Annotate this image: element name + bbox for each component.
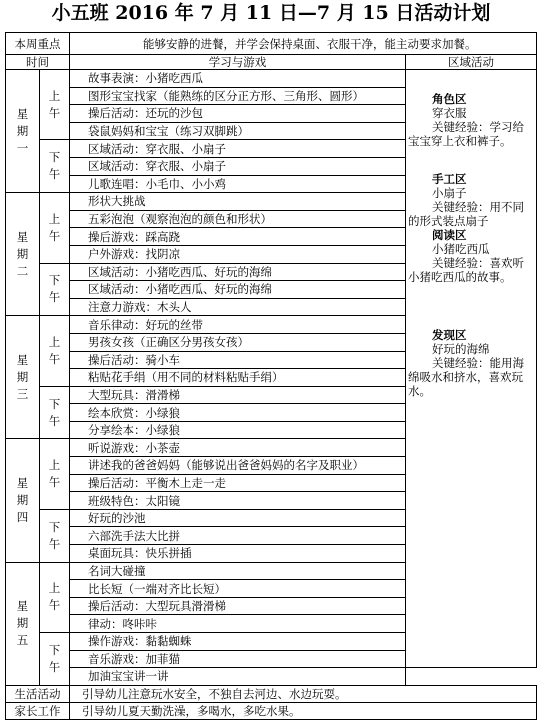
- half-day-char: 午: [48, 598, 61, 613]
- area-item: 小猪吃西瓜: [432, 242, 490, 256]
- area-title: 阅读区: [432, 228, 467, 242]
- area-item: 好玩的海绵: [432, 342, 490, 356]
- activity-item: 区域活动：小猪吃西瓜、好玩的海绵: [70, 263, 406, 281]
- activity-item: 绘本欣赏：小绿狼: [70, 404, 406, 422]
- activity-item: 律动：咚咔咔: [70, 615, 406, 633]
- activity-row: [6, 668, 537, 686]
- day-label-char: 期: [16, 246, 29, 261]
- area-item: 小扇子: [432, 186, 467, 200]
- activity-item: 区域活动：穿衣服、小扇子: [70, 140, 406, 158]
- life-label: 生活活动: [6, 685, 70, 702]
- day-label: [6, 316, 40, 439]
- life-text: 引导幼儿注意玩水安全，不独自去河边、水边玩耍。: [70, 685, 537, 702]
- day-label-char: 星: [16, 476, 29, 491]
- half-day-char: 下: [48, 519, 61, 534]
- day-label-char: 三: [16, 386, 29, 401]
- half-day-char: 午: [48, 105, 61, 120]
- area-experience: 关键经验：用不同的形式装点扇子: [408, 200, 524, 228]
- half-day-char: 上: [48, 211, 61, 226]
- morning-label: [40, 439, 70, 509]
- activity-item: 班级特色：太阳镜: [70, 492, 406, 510]
- activity-item: 五彩泡泡（观察泡泡的颜色和形状）: [70, 210, 406, 228]
- area-experience: 关键经验：学习给宝宝穿上衣和裤子。: [408, 120, 524, 148]
- activity-item: 操后活动：骑小车: [70, 351, 406, 369]
- activity-item: 区域活动：穿衣服、小扇子: [70, 157, 406, 175]
- area-block: [408, 172, 534, 228]
- activity-item: 分享绘本：小绿狼: [70, 421, 406, 439]
- half-day-char: 午: [48, 352, 61, 366]
- half-day-char: 午: [48, 167, 61, 182]
- area-title: 发现区: [432, 328, 467, 342]
- activity-item: 区域活动：小猪吃西瓜、好玩的海绵: [70, 281, 406, 299]
- half-day-char: 午: [48, 290, 61, 305]
- day-label-char: 星: [16, 229, 29, 244]
- area-experience: 关键经验：喜欢听小猪吃西瓜的故事。: [408, 256, 524, 284]
- activity-item: 故事表演：小猪吃西瓜: [70, 70, 406, 88]
- day-label-char: 星: [16, 352, 29, 367]
- activity-item: 男孩女孩（正确区分男孩女孩）: [70, 333, 406, 351]
- activity-item: 加油宝宝讲一讲: [70, 668, 406, 686]
- day-label-char: 期: [16, 369, 29, 384]
- half-day-char: 下: [48, 396, 61, 411]
- morning-label: [40, 70, 70, 140]
- area-block: [408, 92, 534, 148]
- day-label-char: 期: [16, 616, 29, 631]
- half-day-char: 下: [48, 150, 61, 165]
- activity-item: 讲述我的爸爸妈妈（能够说出爸爸妈妈的名字及职业）: [70, 457, 406, 475]
- half-day-char: 午: [48, 659, 61, 674]
- area-experience: 关键经验：能用海绵吸水和挤水，喜欢玩水。: [408, 356, 524, 398]
- page-title: 小五班 2016 年 7 月 11 日—7 月 15 日活动计划: [51, 2, 491, 24]
- area-title: 角色区: [432, 92, 467, 106]
- header-time: 时间: [6, 55, 70, 70]
- half-day-char: 下: [48, 642, 61, 657]
- day-label-char: 一: [16, 140, 29, 155]
- activity-item: 六部洗手法大比拼: [70, 527, 406, 545]
- area-title: 手工区: [432, 172, 467, 186]
- focus-row: [6, 33, 537, 55]
- half-day-char: 上: [48, 458, 61, 473]
- activity-item: 大型玩具：滑滑梯: [70, 386, 406, 404]
- parent-work-row: [6, 702, 537, 719]
- focus-text: 能够安静的进餐，并学会保持桌面、衣服干净，能主动要求加餐。: [70, 33, 537, 55]
- day-label-char: 期: [16, 123, 29, 138]
- header-learning: 学习与游戏: [70, 55, 406, 70]
- plan-table: [5, 32, 537, 720]
- half-day-char: 午: [48, 475, 61, 490]
- parents-label: 家长工作: [6, 702, 70, 719]
- day-label-char: 二: [16, 263, 29, 278]
- morning-label: [40, 193, 70, 263]
- activity-item: 图形宝宝找家（能熟练的区分正方形、三角形、圆形）: [70, 87, 406, 105]
- area-block: [408, 228, 534, 284]
- activity-item: 操作游戏：黏黏蜘蛛: [70, 633, 406, 651]
- area-block: [408, 328, 534, 398]
- day-label: [6, 193, 40, 316]
- area-item: 穿衣服: [432, 106, 467, 120]
- half-day-char: 上: [48, 581, 61, 596]
- activity-item: 好玩的沙池: [70, 509, 406, 527]
- activity-item: 操后活动：平衡木上走一走: [70, 474, 406, 492]
- afternoon-label: [40, 386, 70, 439]
- half-day-char: 上: [48, 88, 61, 103]
- day-label-char: 星: [16, 106, 29, 121]
- day-label: [6, 562, 40, 685]
- half-day-char: 午: [48, 228, 61, 243]
- half-day-char: 上: [48, 335, 61, 349]
- day-label: [6, 439, 40, 562]
- activity-item: 比长短（一端对齐比长短）: [70, 580, 406, 598]
- activity-item: 注意力游戏：木头人: [70, 298, 406, 316]
- activity-item: 桌面玩具：快乐拼插: [70, 545, 406, 563]
- activity-item: 操后游戏：踩高跷: [70, 228, 406, 246]
- activity-item: 音乐律动：好玩的丝带: [70, 316, 406, 334]
- focus-label: 本周重点: [6, 33, 70, 55]
- afternoon-label: [40, 263, 70, 316]
- header-row: [6, 55, 537, 70]
- activity-item: 粘贴花手绢（用不同的材料粘贴手绢）: [70, 369, 406, 387]
- activity-item: 儿歌连唱：小毛巾、小小鸡: [70, 175, 406, 193]
- day-label-char: 四: [16, 510, 29, 525]
- activity-item: 音乐游戏：加菲猫: [70, 650, 406, 668]
- afternoon-label: [40, 140, 70, 193]
- activity-row: [6, 70, 537, 88]
- day-label-char: 星: [16, 599, 29, 614]
- parents-text: 引导幼儿夏天勤洗澡，多喝水，多吃水果。: [70, 702, 537, 719]
- half-day-char: 午: [48, 413, 61, 428]
- morning-label: [40, 562, 70, 632]
- header-area: 区域活动: [406, 55, 537, 70]
- activity-item: 名词大碰撞: [70, 562, 406, 580]
- activity-item: 袋鼠妈妈和宝宝（练习双脚跳）: [70, 122, 406, 140]
- day-label-char: 五: [16, 633, 29, 648]
- activity-item: 操后活动：大型玩具滑滑梯: [70, 597, 406, 615]
- day-label-char: 期: [16, 493, 29, 508]
- day-label: [6, 70, 40, 193]
- half-day-char: 午: [48, 536, 61, 551]
- life-activities-row: [6, 685, 537, 702]
- activity-item: 听说游戏：小茶壶: [70, 439, 406, 457]
- activity-item: 操后活动：还玩的沙包: [70, 105, 406, 123]
- half-day-char: 下: [48, 273, 61, 288]
- morning-label: [40, 316, 70, 386]
- afternoon-label: [40, 633, 70, 686]
- area-activities-cell: [406, 70, 537, 668]
- activity-item: 户外游戏：找阴凉: [70, 245, 406, 263]
- afternoon-label: [40, 509, 70, 562]
- activity-item: 形状大挑战: [70, 193, 406, 211]
